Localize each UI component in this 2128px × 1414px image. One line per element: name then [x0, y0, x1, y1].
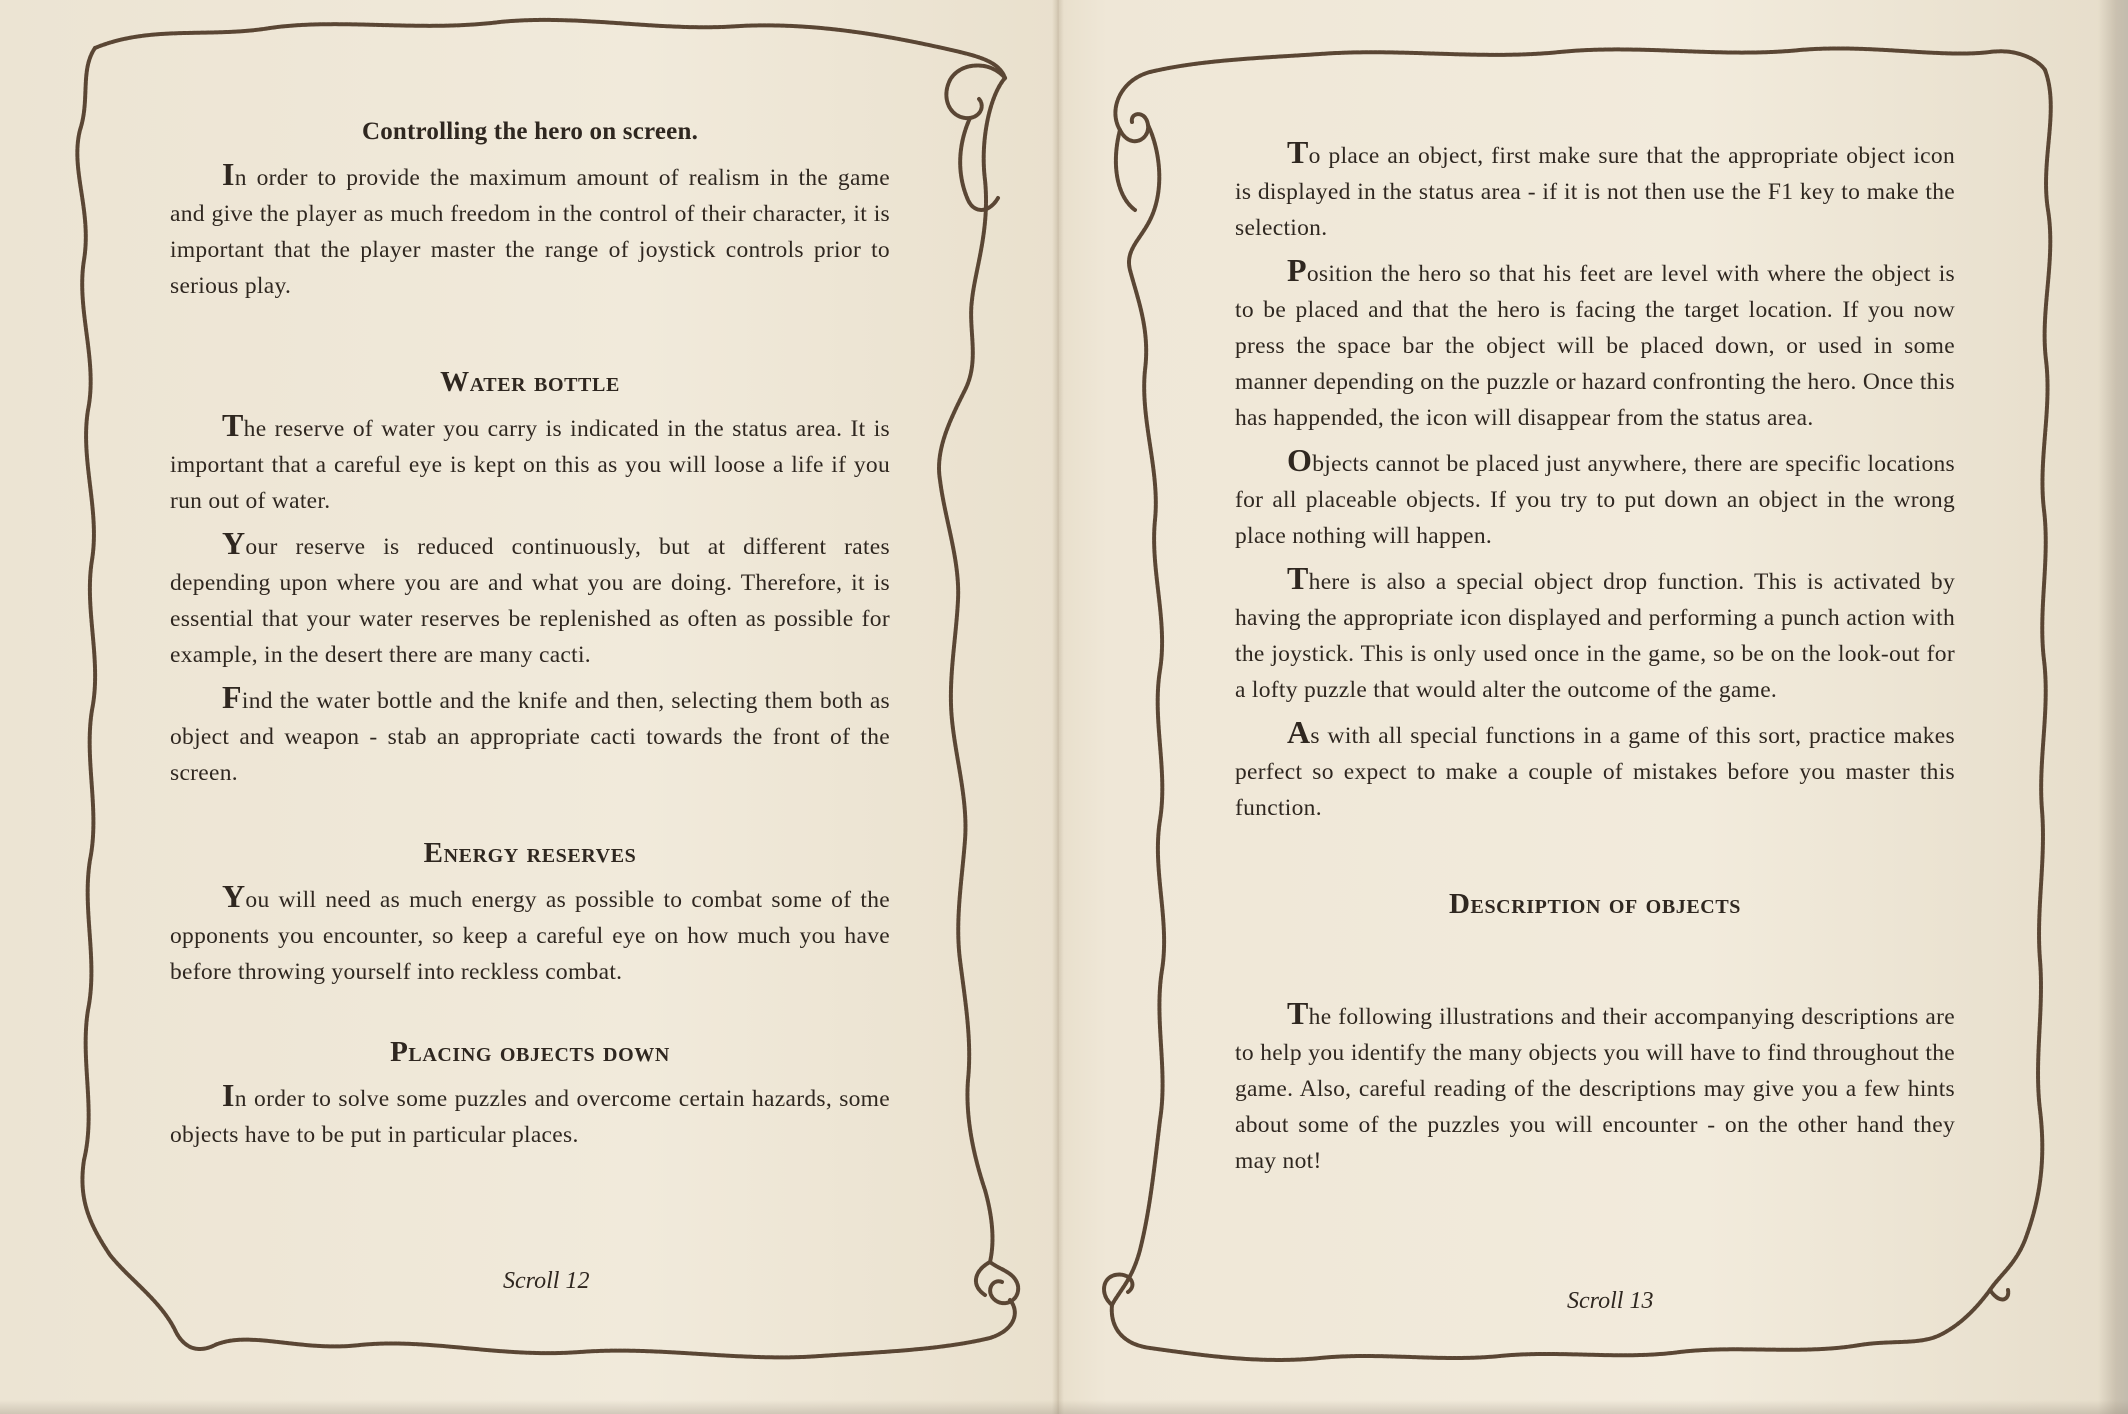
initial-letter: F	[222, 679, 242, 715]
page-number-right: Scroll 13	[1567, 1288, 1654, 1314]
paragraph-place-3: Objects cannot be placed just anywhere, there are specific locations for all placeable objects. If you try to put down an object in the wrong place nothing will happen.	[1235, 442, 1955, 549]
paragraph-place-1: To place an object, first make sure that the appropriate object icon is displayed in the status area - if it is not then use the F1 key to make the selection.	[1235, 134, 1955, 241]
right-page	[1235, 134, 1955, 1189]
paragraph-water-1: The reserve of water you carry is indicated in the status area. It is important that a careful eye is kept on this as you will loose a life if you run out of water.	[170, 407, 890, 514]
paragraph-water-3: Find the water bottle and the knife and then, selecting them both as object and weapon - stab an appropriate cacti towards the front of the screen.	[170, 679, 890, 786]
initial-letter: T	[1287, 560, 1309, 596]
initial-letter: I	[222, 1077, 235, 1113]
paragraph-placing-1: In order to solve some puzzles and overcome certain hazards, some objects have to be put in particular places.	[170, 1077, 890, 1148]
left-page	[170, 118, 890, 1163]
initial-letter: I	[222, 156, 235, 192]
initial-letter: A	[1287, 714, 1311, 750]
heading-description-objects: Description of objects	[1448, 888, 1742, 920]
paragraph-place-5: As with all special functions in a game of this sort, practice makes perfect so expect to make a couple of mistakes before you master this function.	[1235, 714, 1955, 821]
page-number-left: Scroll 12	[503, 1268, 590, 1294]
initial-letter: T	[1287, 134, 1309, 170]
paragraph-energy-1: You will need as much energy as possible to combat some of the opponents you encounter, so keep a careful eye on how much you have before throwing yourself into reckless combat.	[170, 878, 890, 985]
heading-placing-objects: Placing objects down	[390, 1036, 670, 1068]
initial-letter: T	[222, 407, 244, 443]
initial-letter: O	[1287, 442, 1313, 478]
paragraph-place-4: There is also a special object drop function. This is activated by having the appropriate icon displayed and performing a punch action with the joystick. This is only used once in the game, so be on the look-out for a lofty puzzle that would alter the outcome of the game.	[1235, 560, 1955, 703]
heading-controlling-hero: Controlling the hero on screen.	[361, 118, 699, 145]
initial-letter: Y	[222, 525, 246, 561]
paragraph-water-2: Your reserve is reduced continuously, but at different rates depending upon where you are and what you are doing. Therefore, it is essential that your water reserves be replenished as often as possible for example, in the desert there are many cacti.	[170, 525, 890, 668]
initial-letter: Y	[222, 878, 246, 914]
paragraph-description-1: The following illustrations and their accompanying descriptions are to help you identify the many objects you will have to find throughout the game. Also, careful reading of the descriptions may give you a few hints about some of the puzzles you will encounter - on the other hand they may not!	[1235, 995, 1955, 1174]
paragraph-place-2: Position the hero so that his feet are level with where the object is to be placed and that the hero is facing the target location. If you now press the space bar the object will be placed down, or used in some manner depending on the puzzle or hazard confronting the hero. Once this has happended, the icon will disappear from the status area.	[1235, 252, 1955, 431]
initial-letter: T	[1287, 995, 1309, 1031]
paragraph-controls-1: In order to provide the maximum amount of realism in the game and give the player as much freedom in the control of their character, it is important that the player master the range of joystick controls prior to serious play.	[170, 156, 890, 299]
initial-letter: P	[1287, 252, 1307, 288]
heading-water-bottle: Water bottle	[440, 366, 620, 398]
heading-energy-reserves: Energy reserves	[423, 837, 637, 869]
